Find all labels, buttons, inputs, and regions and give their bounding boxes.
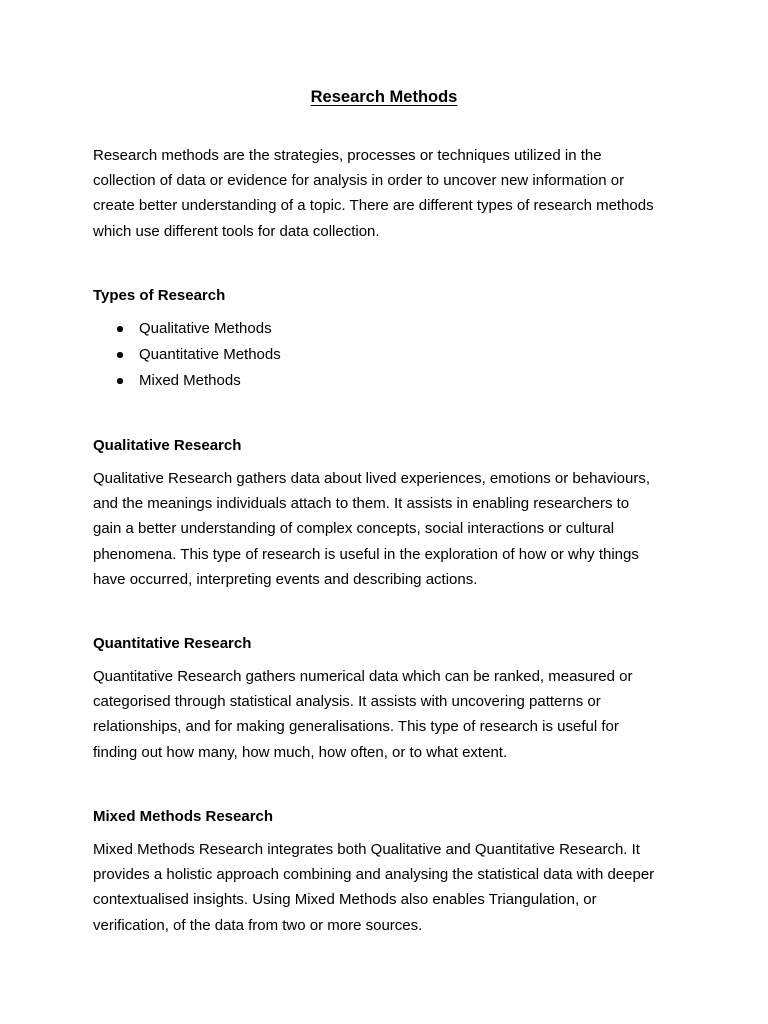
qualitative-heading: Qualitative Research [93,437,242,454]
list-item [93,317,281,343]
quantitative-line: categorised through statistical analysis. It assists with uncovering patterns or [93,693,601,711]
list-item-label: Qualitative Methods [139,320,272,337]
qualitative-line: Qualitative Research gathers data about lived experiences, emotions or behaviours, [93,470,650,487]
qualitative-line: phenomena. This type of research is useful in the exploration of how or why things [93,545,639,563]
intro-paragraph [93,143,693,244]
list-item [93,343,281,369]
qualitative-line: have occurred, interpreting events and describing actions. [93,570,478,588]
types-heading: Types of Research [93,287,226,304]
intro-line: which use different tools for data collection. [93,222,380,240]
quantitative-paragraph [93,664,693,765]
mixed-paragraph [93,837,693,938]
list-item [93,369,281,395]
mixed-heading: Mixed Methods Research [93,808,274,825]
qualitative-line: gain a better understanding of complex concepts, social interactions or cultural [93,520,615,538]
quantitative-line: Quantitative Research gathers numerical data which can be ranked, measured or [93,668,633,685]
intro-line: Research methods are the strategies, processes or techniques utilized in the [93,147,602,164]
page-title-text: Research Methods [310,88,458,106]
intro-line: collection of data or evidence for analysis in order to uncover new information or [93,172,625,190]
quantitative-line: relationships, and for making generalisations. This type of research is useful for [93,718,619,736]
bullet-icon [117,352,123,358]
quantitative-heading: Quantitative Research [93,635,252,652]
quantitative-line: finding out how many, how much, how often, or to what extent. [93,743,508,761]
mixed-line: Mixed Methods Research integrates both Qualitative and Quantitative Research. It [93,841,640,858]
bullet-icon [117,326,123,332]
mixed-line: provides a holistic approach combining and analysing the statistical data with deeper [93,866,655,884]
page-title [0,86,768,108]
types-list [93,317,281,396]
bullet-icon [117,378,123,384]
intro-line: create better understanding of a topic. There are different types of research methods [93,197,654,215]
mixed-line: contextualised insights. Using Mixed Methods also enables Triangulation, or [93,891,597,909]
list-item-label: Quantitative Methods [139,346,281,364]
qualitative-line: and the meanings individuals attach to them. It assists in enabling researchers to [93,495,630,513]
qualitative-paragraph [93,466,693,592]
list-item-label: Mixed Methods [139,372,241,390]
mixed-line: verification, of the data from two or more sources. [93,916,423,934]
